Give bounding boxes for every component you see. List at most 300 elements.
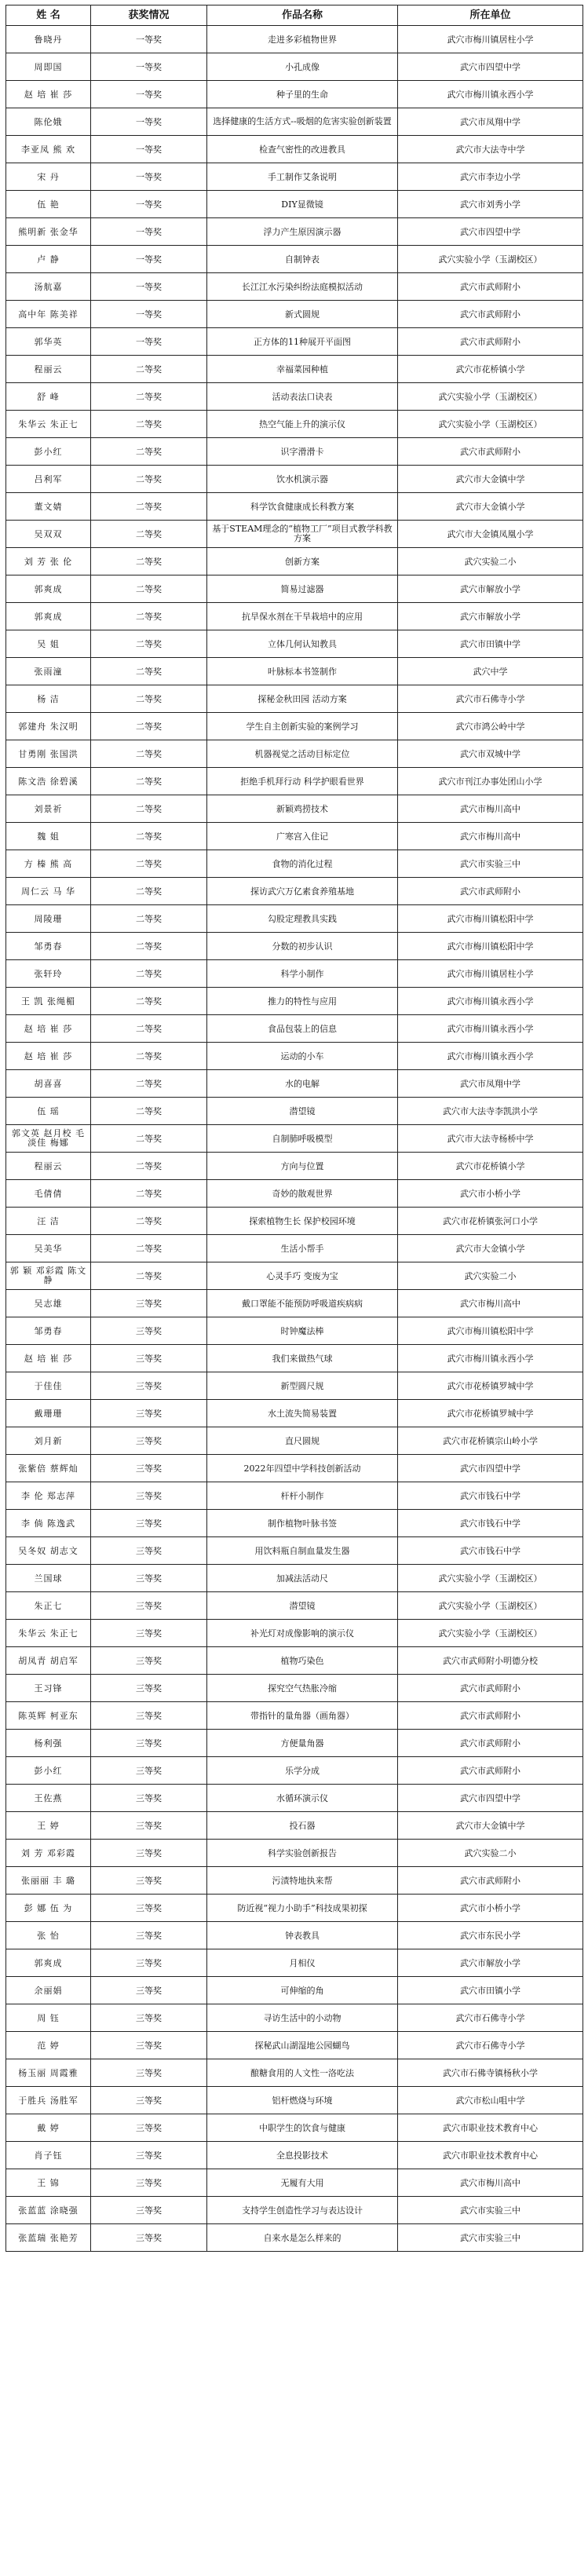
winner-name: 赵 培 崔 莎: [6, 1043, 91, 1070]
award-level: 一等奖: [91, 273, 207, 301]
award-level: 三等奖: [91, 1592, 207, 1620]
winner-name: 郭建舟 朱汉明: [6, 713, 91, 740]
work-title: 基于STEAM理念的“植物工厂”项目式教学科教方案: [207, 521, 398, 548]
work-title: 水土流失简易装置: [207, 1400, 398, 1427]
winner-name: 赵 培 崔 莎: [6, 1345, 91, 1372]
award-level: 三等奖: [91, 1702, 207, 1730]
work-title: 新型圆尺规: [207, 1372, 398, 1400]
award-level: 二等奖: [91, 960, 207, 988]
award-level: 三等奖: [91, 1730, 207, 1757]
award-level: 三等奖: [91, 1345, 207, 1372]
award-level: 一等奖: [91, 218, 207, 246]
school-unit: 武穴市大金镇小学: [398, 493, 583, 521]
winner-name: 程丽云: [6, 1153, 91, 1180]
work-title: 热空气能上升的演示仪: [207, 411, 398, 438]
table-row: [6, 1317, 583, 1345]
table-row: [6, 1702, 583, 1730]
award-level: 三等奖: [91, 2087, 207, 2114]
work-title: 分数的初步认识: [207, 933, 398, 960]
work-title: 学生自主创新实验的案例学习: [207, 713, 398, 740]
award-level: 二等奖: [91, 438, 207, 466]
table-row: [6, 823, 583, 850]
winner-name: 张蓝瑞 张艳芳: [6, 2224, 91, 2252]
table-row: [6, 2142, 583, 2169]
winner-name: 吴志雄: [6, 1290, 91, 1317]
work-title: 方便量角器: [207, 1730, 398, 1757]
table-row: [6, 1482, 583, 1510]
work-title: 新式圆规: [207, 301, 398, 328]
award-level: 二等奖: [91, 1208, 207, 1235]
award-table: [5, 5, 583, 2252]
school-unit: 武穴市实验三中: [398, 2224, 583, 2252]
table-row: [6, 2059, 583, 2087]
award-level: 一等奖: [91, 108, 207, 136]
school-unit: 武穴市梅川镇居柱小学: [398, 26, 583, 53]
school-unit: 武穴实验二小: [398, 548, 583, 575]
award-level: 三等奖: [91, 2224, 207, 2252]
table-row: [6, 1125, 583, 1153]
work-title: 植物巧染色: [207, 1647, 398, 1675]
work-title: 水循环演示仪: [207, 1785, 398, 1812]
school-unit: 武穴市梅川镇松阳中学: [398, 1317, 583, 1345]
table-row: [6, 1620, 583, 1647]
work-title: 戴口罩能不能预防呼吸道疾病病: [207, 1290, 398, 1317]
table-row: [6, 2169, 583, 2197]
table-row: [6, 933, 583, 960]
winner-name: 刘月新: [6, 1427, 91, 1455]
winner-name: 周仁云 马 华: [6, 878, 91, 905]
winner-name: 兰国球: [6, 1565, 91, 1592]
school-unit: 武穴市田镇中学: [398, 630, 583, 658]
winner-name: 王 婷: [6, 1812, 91, 1840]
table-row: [6, 521, 583, 548]
table-row: [6, 26, 583, 53]
school-unit: 武穴市小桥小学: [398, 1895, 583, 1922]
table-row: [6, 713, 583, 740]
work-title: 机器视觉之活动目标定位: [207, 740, 398, 768]
table-row: [6, 1895, 583, 1922]
award-level: 三等奖: [91, 1317, 207, 1345]
school-unit: 武穴实验二小: [398, 1262, 583, 1290]
table-row: [6, 136, 583, 163]
table-row: [6, 1565, 583, 1592]
award-level: 一等奖: [91, 136, 207, 163]
work-title: 抗旱保水剂在干旱栽培中的应用: [207, 603, 398, 630]
winner-name: 张丽丽 丰 璐: [6, 1867, 91, 1895]
work-title: 新颖鸡捞技术: [207, 795, 398, 823]
table-row: [6, 1455, 583, 1482]
header-unit: 所在单位: [398, 5, 583, 26]
award-level: 二等奖: [91, 658, 207, 685]
winner-name: 吕利军: [6, 466, 91, 493]
school-unit: 武穴市梅川高中: [398, 795, 583, 823]
table-row: [6, 411, 583, 438]
winner-name: 余丽娟: [6, 1977, 91, 2004]
award-level: 三等奖: [91, 1867, 207, 1895]
winner-name: 于佳佳: [6, 1372, 91, 1400]
award-level: 三等奖: [91, 1895, 207, 1922]
winner-name: 邹勇春: [6, 1317, 91, 1345]
work-title: 小孔成像: [207, 53, 398, 81]
school-unit: 武穴市东民小学: [398, 1922, 583, 1949]
award-level: 三等奖: [91, 1290, 207, 1317]
table-row: [6, 685, 583, 713]
school-unit: 武穴市实验三中: [398, 850, 583, 878]
award-level: 二等奖: [91, 1235, 207, 1262]
work-title: 可伸缩的角: [207, 1977, 398, 2004]
award-level: 三等奖: [91, 2032, 207, 2059]
table-row: [6, 2004, 583, 2032]
work-title: 广寒宫入住记: [207, 823, 398, 850]
work-title: 科学实验创新报告: [207, 1840, 398, 1867]
table-row: [6, 1345, 583, 1372]
school-unit: 武穴市李边小学: [398, 163, 583, 191]
school-unit: 武穴市花桥镇小学: [398, 356, 583, 383]
table-row: [6, 1208, 583, 1235]
table-row: [6, 2197, 583, 2224]
school-unit: 武穴市梅川高中: [398, 1290, 583, 1317]
school-unit: 武穴市小桥小学: [398, 1180, 583, 1208]
work-title: 勾股定理教具实践: [207, 905, 398, 933]
work-title: 无履有大用: [207, 2169, 398, 2197]
winner-name: 王 凯 张绳楣: [6, 988, 91, 1015]
school-unit: 武穴市花桥镇张河口小学: [398, 1208, 583, 1235]
school-unit: 武穴市梅川镇松阳中学: [398, 933, 583, 960]
award-level: 二等奖: [91, 1015, 207, 1043]
award-level: 二等奖: [91, 850, 207, 878]
winner-name: 伍 艳: [6, 191, 91, 218]
winner-name: 吴双双: [6, 521, 91, 548]
winner-name: 张 怡: [6, 1922, 91, 1949]
award-level: 二等奖: [91, 823, 207, 850]
school-unit: 武穴市武师附小: [398, 1702, 583, 1730]
school-unit: 武穴中学: [398, 658, 583, 685]
school-unit: 武穴市田镇小学: [398, 1977, 583, 2004]
table-row: [6, 1757, 583, 1785]
award-level: 一等奖: [91, 81, 207, 108]
table-row: [6, 630, 583, 658]
work-title: 自来水是怎么样来的: [207, 2224, 398, 2252]
school-unit: 武穴市梅川镇永西小学: [398, 81, 583, 108]
work-title: 污渍特地执来帮: [207, 1867, 398, 1895]
table-row: [6, 960, 583, 988]
work-title: 时钟魔法棒: [207, 1317, 398, 1345]
award-level: 一等奖: [91, 26, 207, 53]
table-row: [6, 1730, 583, 1757]
award-level: 一等奖: [91, 53, 207, 81]
school-unit: 武穴市大金镇小学: [398, 1235, 583, 1262]
award-level: 三等奖: [91, 1427, 207, 1455]
award-level: 二等奖: [91, 466, 207, 493]
table-row: [6, 81, 583, 108]
table-row: [6, 1098, 583, 1125]
table-row: [6, 1592, 583, 1620]
winner-name: 郭文英 赵月校 毛淡佳 梅娜: [6, 1125, 91, 1153]
table-row: [6, 246, 583, 273]
work-title: 补光灯对成像影响的演示仪: [207, 1620, 398, 1647]
winner-name: 郭爽成: [6, 1949, 91, 1977]
work-title: 识字滑滑卡: [207, 438, 398, 466]
award-level: 二等奖: [91, 905, 207, 933]
winner-name: 周 钰: [6, 2004, 91, 2032]
award-level: 二等奖: [91, 933, 207, 960]
work-title: 奇妙的散观世界: [207, 1180, 398, 1208]
award-level: 二等奖: [91, 1262, 207, 1290]
table-row: [6, 163, 583, 191]
school-unit: 武穴市大法寺杨桥中学: [398, 1125, 583, 1153]
winner-name: 郭爽成: [6, 603, 91, 630]
award-level: 二等奖: [91, 383, 207, 411]
work-title: 手工制作艾条说明: [207, 163, 398, 191]
school-unit: 武穴市花桥镇小学: [398, 1153, 583, 1180]
table-row: [6, 548, 583, 575]
table-row: [6, 108, 583, 136]
table-row: [6, 1867, 583, 1895]
school-unit: 武穴实验小学（玉湖校区）: [398, 246, 583, 273]
winner-name: 郭爽成: [6, 575, 91, 603]
table-row: [6, 850, 583, 878]
school-unit: 武穴市解放小学: [398, 603, 583, 630]
award-level: 三等奖: [91, 1620, 207, 1647]
school-unit: 武穴市武师附小: [398, 1675, 583, 1702]
header-award: 获奖情况: [91, 5, 207, 26]
award-level: 三等奖: [91, 2114, 207, 2142]
award-level: 三等奖: [91, 1537, 207, 1565]
school-unit: 武穴市花桥镇罗城中学: [398, 1400, 583, 1427]
award-level: 二等奖: [91, 1098, 207, 1125]
school-unit: 武穴市武师附小: [398, 301, 583, 328]
work-title: 简易过滤器: [207, 575, 398, 603]
table-row: [6, 905, 583, 933]
table-row: [6, 493, 583, 521]
award-level: 二等奖: [91, 795, 207, 823]
work-title: 检查气密性的改进教具: [207, 136, 398, 163]
winner-name: 肖子钰: [6, 2142, 91, 2169]
work-title: 投石器: [207, 1812, 398, 1840]
table-row: [6, 2032, 583, 2059]
award-level: 二等奖: [91, 1153, 207, 1180]
school-unit: 武穴市梅川镇永西小学: [398, 1015, 583, 1043]
work-title: 科学饮食健康成长科教方案: [207, 493, 398, 521]
work-title: 拒绝手机拜行动 科学护眼看世界: [207, 768, 398, 795]
table-row: [6, 218, 583, 246]
award-level: 三等奖: [91, 1949, 207, 1977]
table-row: [6, 740, 583, 768]
school-unit: 武穴市梅川镇居柱小学: [398, 960, 583, 988]
winner-name: 朱华云 朱正七: [6, 1620, 91, 1647]
school-unit: 武穴市双城中学: [398, 740, 583, 768]
school-unit: 武穴实验小学（玉湖校区）: [398, 1592, 583, 1620]
winner-name: 郭华英: [6, 328, 91, 356]
award-level: 二等奖: [91, 685, 207, 713]
award-level: 一等奖: [91, 163, 207, 191]
winner-name: 戴 婷: [6, 2114, 91, 2142]
table-row: [6, 356, 583, 383]
award-level: 三等奖: [91, 2004, 207, 2032]
header-name: 姓 名: [6, 5, 91, 26]
work-title: 潜望镜: [207, 1592, 398, 1620]
table-row: [6, 466, 583, 493]
award-level: 一等奖: [91, 301, 207, 328]
school-unit: 武穴实验小学（玉湖校区）: [398, 1565, 583, 1592]
award-level: 二等奖: [91, 356, 207, 383]
work-title: DIY显微镜: [207, 191, 398, 218]
table-row: [6, 1262, 583, 1290]
work-title: 酿糖食用的人文性一洛吃法: [207, 2059, 398, 2087]
school-unit: 武穴市石佛寺小学: [398, 2004, 583, 2032]
work-title: 全息投影技术: [207, 2142, 398, 2169]
award-level: 三等奖: [91, 1840, 207, 1867]
award-level: 二等奖: [91, 603, 207, 630]
winner-name: 汤航嘉: [6, 273, 91, 301]
work-title: 探秘武山湖湿地公园蝴鸟: [207, 2032, 398, 2059]
work-title: 自制肺呼吸模型: [207, 1125, 398, 1153]
award-level: 二等奖: [91, 575, 207, 603]
school-unit: 武穴市凤翔中学: [398, 108, 583, 136]
winner-name: 杨 洁: [6, 685, 91, 713]
school-unit: 武穴市钱石中学: [398, 1482, 583, 1510]
work-title: 防近视“视力小助手”科技成果初探: [207, 1895, 398, 1922]
work-title: 心灵手巧 变废为宝: [207, 1262, 398, 1290]
table-row: [6, 658, 583, 685]
school-unit: 武穴市武师附小: [398, 328, 583, 356]
school-unit: 武穴市刊江办事处团山小学: [398, 768, 583, 795]
table-row: [6, 2087, 583, 2114]
winner-name: 彭小红: [6, 438, 91, 466]
table-row: [6, 768, 583, 795]
winner-name: 于胜兵 汤胜军: [6, 2087, 91, 2114]
work-title: 浮力产生原因演示器: [207, 218, 398, 246]
winner-name: 赵 培 崔 莎: [6, 1015, 91, 1043]
work-title: 加减法活动尺: [207, 1565, 398, 1592]
winner-name: 胡喜喜: [6, 1070, 91, 1098]
school-unit: 武穴市石佛寺小学: [398, 685, 583, 713]
header-row: [6, 5, 583, 26]
school-unit: 武穴市武师附小: [398, 1730, 583, 1757]
table-row: [6, 1372, 583, 1400]
winner-name: 伍 瑶: [6, 1098, 91, 1125]
award-level: 二等奖: [91, 1125, 207, 1153]
award-level: 二等奖: [91, 630, 207, 658]
school-unit: 武穴市四望中学: [398, 218, 583, 246]
winner-name: 陈英辉 柯亚东: [6, 1702, 91, 1730]
award-level: 二等奖: [91, 740, 207, 768]
work-title: 创新方案: [207, 548, 398, 575]
award-level: 三等奖: [91, 1372, 207, 1400]
work-title: 探究空气热胀冷缩: [207, 1675, 398, 1702]
winner-name: 李 倘 陈逸武: [6, 1510, 91, 1537]
work-title: 水的电解: [207, 1070, 398, 1098]
winner-name: 戴珊珊: [6, 1400, 91, 1427]
winner-name: 宋 丹: [6, 163, 91, 191]
work-title: 长江江水污染纠纷法庭模拟活动: [207, 273, 398, 301]
work-title: 走进多彩植物世界: [207, 26, 398, 53]
work-title: 生活小帮手: [207, 1235, 398, 1262]
work-title: 叶脉标本书签制作: [207, 658, 398, 685]
table-row: [6, 878, 583, 905]
winner-name: 李 伦 郑志萍: [6, 1482, 91, 1510]
winner-name: 朱华云 朱正七: [6, 411, 91, 438]
school-unit: 武穴市梅川高中: [398, 2169, 583, 2197]
school-unit: 武穴市钱石中学: [398, 1537, 583, 1565]
award-level: 一等奖: [91, 191, 207, 218]
table-row: [6, 1235, 583, 1262]
award-level: 二等奖: [91, 713, 207, 740]
winner-name: 陈文浩 徐碧溪: [6, 768, 91, 795]
winner-name: 高中年 陈美祥: [6, 301, 91, 328]
school-unit: 武穴市凤翔中学: [398, 1070, 583, 1098]
work-title: 推力的特性与应用: [207, 988, 398, 1015]
work-title: 探秘金秋田园 活动方案: [207, 685, 398, 713]
school-unit: 武穴市梅川镇永西小学: [398, 1345, 583, 1372]
award-level: 三等奖: [91, 1812, 207, 1840]
school-unit: 武穴实验二小: [398, 1840, 583, 1867]
school-unit: 武穴市大法寺中学: [398, 136, 583, 163]
table-row: [6, 1043, 583, 1070]
work-title: 立体几何认知教具: [207, 630, 398, 658]
award-level: 三等奖: [91, 2169, 207, 2197]
header-work-title: 作品名称: [207, 5, 398, 26]
award-level: 二等奖: [91, 768, 207, 795]
award-level: 三等奖: [91, 1647, 207, 1675]
school-unit: 武穴市鸿公岭中学: [398, 713, 583, 740]
winner-name: 吴 姐: [6, 630, 91, 658]
work-title: 带指针的量角器（画角器）: [207, 1702, 398, 1730]
school-unit: 武穴市实验三中: [398, 2197, 583, 2224]
work-title: 食物的消化过程: [207, 850, 398, 878]
school-unit: 武穴市梅川镇永西小学: [398, 988, 583, 1015]
table-row: [6, 1949, 583, 1977]
award-level: 二等奖: [91, 548, 207, 575]
award-level: 三等奖: [91, 1510, 207, 1537]
table-row: [6, 1400, 583, 1427]
winner-name: 陈伦娥: [6, 108, 91, 136]
school-unit: 武穴市松山咀中学: [398, 2087, 583, 2114]
award-level: 二等奖: [91, 988, 207, 1015]
school-unit: 武穴市四望中学: [398, 53, 583, 81]
winner-name: 范 婷: [6, 2032, 91, 2059]
table-row: [6, 2224, 583, 2252]
table-row: [6, 191, 583, 218]
school-unit: 武穴市刘秀小学: [398, 191, 583, 218]
winner-name: 程丽云: [6, 356, 91, 383]
award-level: 三等奖: [91, 1785, 207, 1812]
award-level: 一等奖: [91, 246, 207, 273]
winner-name: 王佐燕: [6, 1785, 91, 1812]
table-row: [6, 1427, 583, 1455]
school-unit: 武穴市梅川镇松阳中学: [398, 905, 583, 933]
award-level: 三等奖: [91, 2142, 207, 2169]
award-level: 二等奖: [91, 1043, 207, 1070]
work-title: 钟表教具: [207, 1922, 398, 1949]
work-title: 科学小制作: [207, 960, 398, 988]
table-row: [6, 1015, 583, 1043]
winner-name: 李亚凤 熊 欢: [6, 136, 91, 163]
winner-name: 邹勇春: [6, 933, 91, 960]
table-row: [6, 1290, 583, 1317]
table-row: [6, 795, 583, 823]
table-row: [6, 988, 583, 1015]
award-level: 二等奖: [91, 1070, 207, 1098]
work-title: 种子里的生命: [207, 81, 398, 108]
school-unit: 武穴市四望中学: [398, 1455, 583, 1482]
school-unit: 武穴实验小学（玉湖校区）: [398, 383, 583, 411]
award-level: 三等奖: [91, 1675, 207, 1702]
winner-name: 卢 静: [6, 246, 91, 273]
table-row: [6, 1922, 583, 1949]
award-level: 三等奖: [91, 1455, 207, 1482]
work-title: 杆杆小制作: [207, 1482, 398, 1510]
